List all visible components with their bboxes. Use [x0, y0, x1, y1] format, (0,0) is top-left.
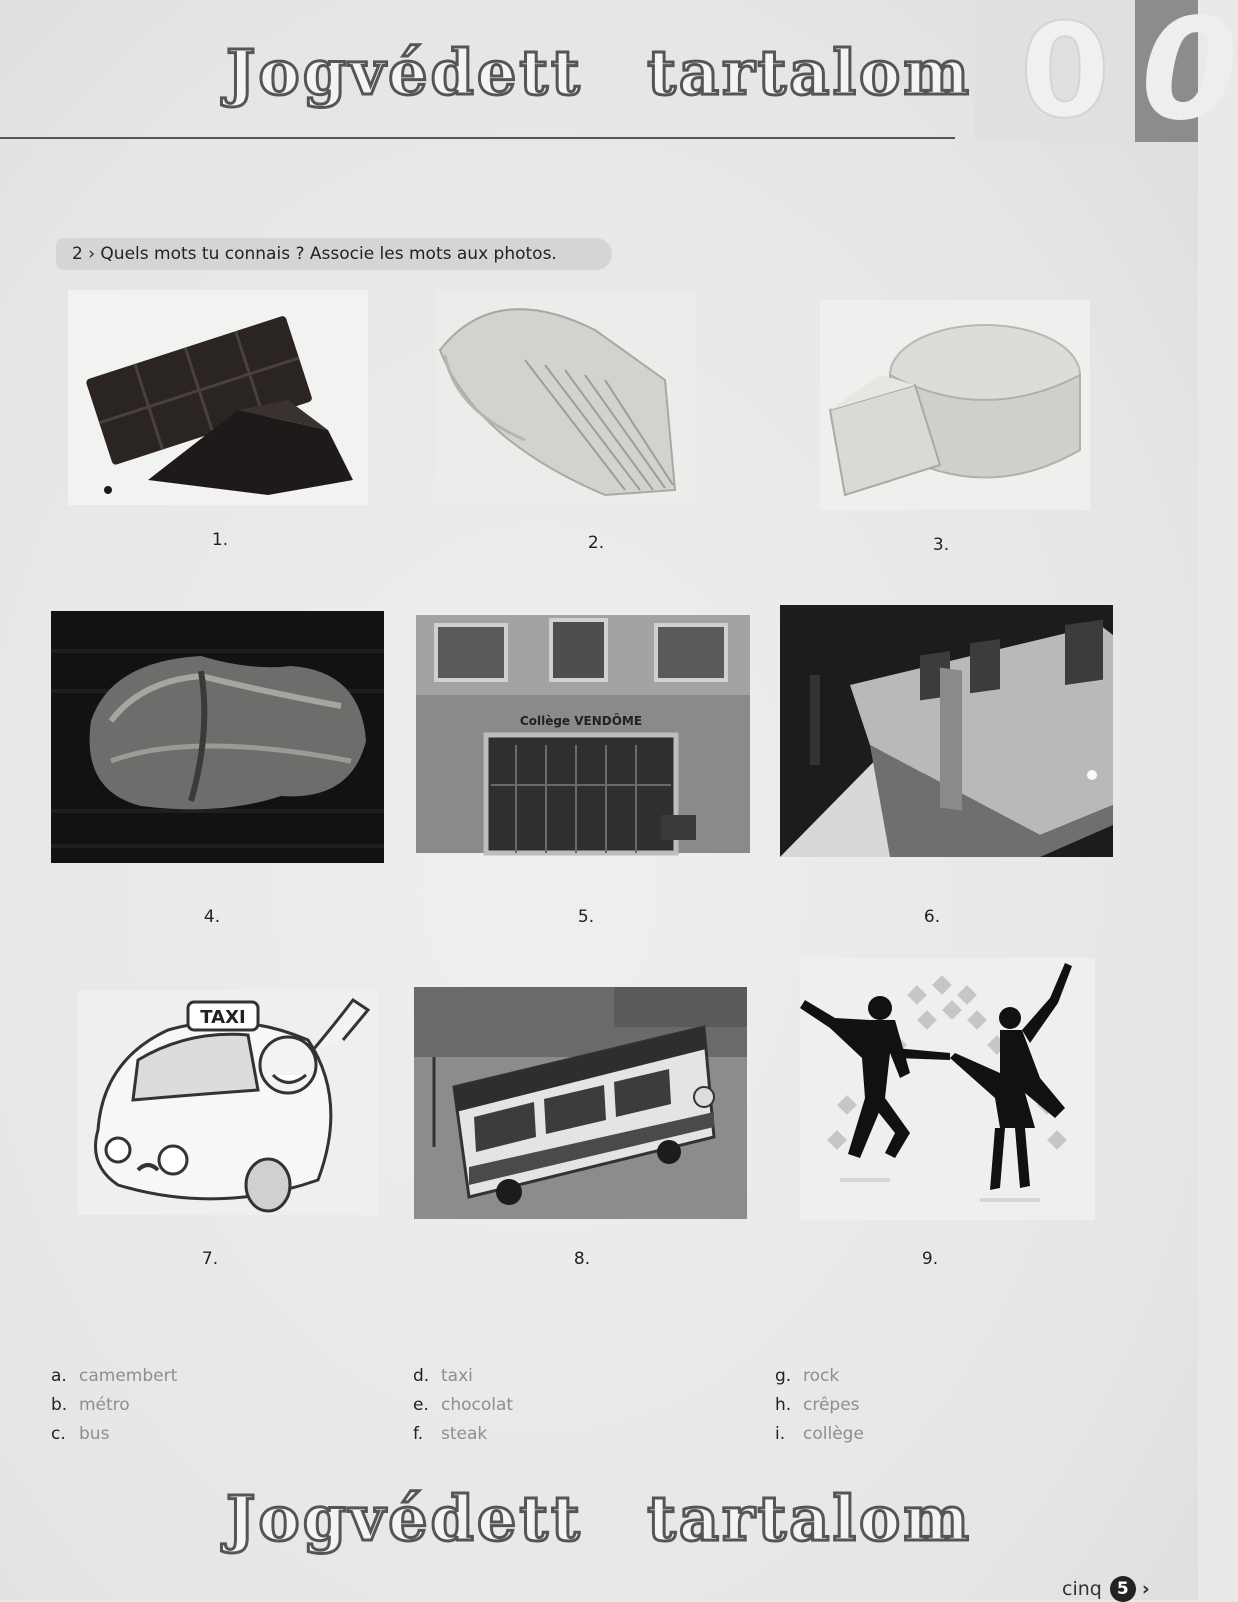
photo-8: [414, 987, 747, 1219]
page-number-badge: 5: [1110, 1576, 1136, 1602]
college-icon: [416, 615, 750, 853]
photo-2: [435, 290, 695, 505]
answer-item: b. métro: [51, 1395, 130, 1415]
photo-3: [820, 300, 1090, 510]
photo-6: [780, 605, 1113, 857]
chevron-right-icon: ›: [1141, 1578, 1150, 1600]
taxi-icon: [78, 990, 378, 1215]
corner-zero-digit: 0: [1019, 0, 1111, 147]
chocolate-icon: [68, 290, 368, 505]
photo-1-number: 1.: [211, 530, 229, 550]
answer-item: d. taxi: [413, 1366, 473, 1386]
page-footer: [1062, 1576, 1150, 1602]
answer-list-1: [51, 1362, 177, 1449]
photo-6-number: 6.: [923, 907, 941, 927]
photo-9-number: 9.: [921, 1249, 939, 1269]
unit-tab: [1135, 0, 1238, 152]
page-word: cinq: [1062, 1578, 1102, 1600]
answer-item: h. crêpes: [775, 1395, 860, 1415]
rock-dancers-icon: [800, 958, 1095, 1220]
answer-item: e. chocolat: [413, 1395, 514, 1415]
header-rule: [0, 137, 955, 139]
taxi-sign-text: TAXI: [200, 1007, 246, 1028]
photo-7-number: 7.: [201, 1249, 219, 1269]
answer-list-2: [413, 1362, 513, 1449]
watermark-top: Jogvédett tartalom: [226, 36, 972, 109]
photo-4-number: 4.: [203, 907, 221, 927]
photo-8-number: 8.: [573, 1249, 591, 1269]
steak-icon: [51, 611, 384, 863]
answer-item: a. camembert: [51, 1366, 178, 1386]
bus-icon: [414, 987, 747, 1219]
college-sign-text: Collège VENDÔME: [519, 714, 643, 728]
watermark-bottom: Jogvédett tartalom: [226, 1482, 972, 1555]
photo-9: [800, 958, 1095, 1220]
photo-3-number: 3.: [932, 535, 950, 555]
answer-list-3: [775, 1362, 864, 1449]
photo-4: [51, 611, 384, 863]
answer-item: c. bus: [51, 1424, 110, 1444]
answer-item: f. steak: [413, 1424, 488, 1444]
answer-item: g. rock: [775, 1366, 840, 1386]
photo-1: [68, 290, 368, 505]
photo-5: [416, 615, 750, 853]
photo-7: [78, 990, 378, 1215]
photo-2-number: 2.: [587, 533, 605, 553]
camembert-icon: [820, 300, 1090, 510]
photo-5-number: 5.: [577, 907, 595, 927]
metro-icon: [780, 605, 1113, 857]
answer-item: i. collège: [775, 1424, 864, 1444]
exercise-instruction: 2 › Quels mots tu connais ? Associe les mots aux photos.: [56, 238, 612, 270]
crepes-icon: [435, 290, 695, 505]
unit-tab-digit: 0: [1141, 0, 1238, 152]
